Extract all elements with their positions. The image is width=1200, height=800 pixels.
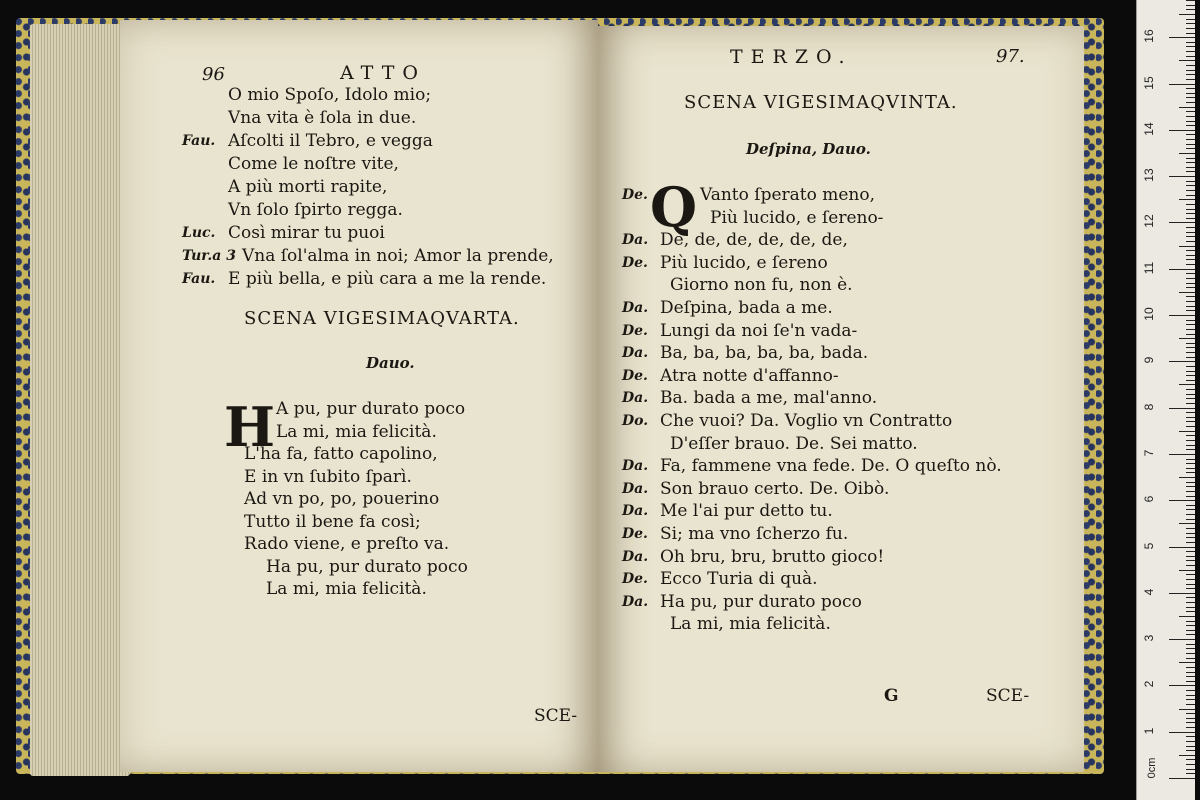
ruler-tick bbox=[1186, 463, 1195, 464]
ruler-tick bbox=[1186, 204, 1195, 205]
ruler-tick bbox=[1186, 51, 1195, 52]
ruler-tick bbox=[1186, 357, 1195, 358]
ruler-tick bbox=[1179, 199, 1195, 200]
dialogue-line: Più lucido, e ſereno bbox=[660, 252, 828, 273]
speaker-label: Fau. bbox=[182, 133, 216, 149]
ruler-tick bbox=[1186, 597, 1195, 598]
ruler-tick bbox=[1186, 713, 1195, 714]
ruler-tick bbox=[1186, 320, 1195, 321]
ruler-tick bbox=[1186, 125, 1195, 126]
ruler-tick bbox=[1186, 486, 1195, 487]
aria-line: A pu, pur durato poco bbox=[276, 399, 466, 419]
ruler-tick bbox=[1186, 403, 1195, 404]
ruler-tick bbox=[1186, 579, 1195, 580]
ruler-tick bbox=[1169, 315, 1195, 316]
left-scene-title: SCENA VIGESIMAQVARTA. bbox=[244, 308, 520, 329]
ruler-tick bbox=[1186, 750, 1195, 751]
left-running-head: ATTO bbox=[340, 62, 426, 84]
ruler-tick bbox=[1186, 621, 1195, 622]
ruler-tick bbox=[1186, 241, 1195, 242]
ruler-tick bbox=[1186, 426, 1195, 427]
ruler-tick bbox=[1186, 722, 1195, 723]
ruler-tick bbox=[1186, 371, 1195, 372]
ruler-tick bbox=[1186, 23, 1195, 24]
ruler-tick bbox=[1186, 773, 1195, 774]
ruler-tick bbox=[1186, 759, 1195, 760]
ruler-tick bbox=[1186, 394, 1195, 395]
ruler-tick bbox=[1186, 375, 1195, 376]
ruler-number: 13 bbox=[1142, 168, 1156, 182]
ruler-tick bbox=[1186, 435, 1195, 436]
ruler-tick bbox=[1186, 634, 1195, 635]
ruler-tick bbox=[1169, 84, 1195, 85]
ruler-tick bbox=[1186, 658, 1195, 659]
dialogue-line: D'eſſer brauo. De. Sei matto. bbox=[670, 433, 918, 454]
ruler-tick bbox=[1186, 769, 1195, 770]
ruler-unit-label: 0cm bbox=[1146, 757, 1158, 779]
ruler-tick bbox=[1186, 334, 1195, 335]
ruler-tick bbox=[1186, 764, 1195, 765]
dialogue-line: Giorno non fu, non è. bbox=[670, 275, 853, 296]
ruler-tick bbox=[1186, 111, 1195, 112]
ruler-tick bbox=[1186, 398, 1195, 399]
speaker-label: Da. bbox=[622, 345, 649, 362]
ruler-tick bbox=[1186, 421, 1195, 422]
speaker-label: Da. bbox=[622, 390, 649, 407]
ruler-tick bbox=[1186, 236, 1195, 237]
ruler-tick bbox=[1186, 727, 1195, 728]
ruler-number: 10 bbox=[1142, 307, 1156, 321]
ruler-tick bbox=[1186, 556, 1195, 557]
ruler-number: 9 bbox=[1142, 356, 1156, 364]
dialogue-line: Vna vita è ſola in due. bbox=[228, 108, 417, 128]
ruler-tick bbox=[1186, 514, 1195, 515]
ruler-tick bbox=[1186, 625, 1195, 626]
ruler-tick bbox=[1186, 167, 1195, 168]
ruler-tick bbox=[1186, 672, 1195, 673]
ruler-tick bbox=[1186, 264, 1195, 265]
ruler-tick bbox=[1186, 287, 1195, 288]
speaker-label: De. bbox=[622, 254, 648, 271]
dialogue-line: Aſcolti il Tebro, e vegga bbox=[228, 131, 433, 151]
ruler-number: 8 bbox=[1142, 403, 1156, 410]
ruler-number: 15 bbox=[1142, 75, 1156, 90]
dialogue-line: Che vuoi? Da. Voglio vn Contratto bbox=[660, 411, 953, 431]
ruler-tick bbox=[1186, 746, 1195, 747]
ruler-tick bbox=[1169, 778, 1195, 779]
ruler-tick bbox=[1186, 42, 1195, 43]
ruler-tick bbox=[1186, 74, 1195, 75]
speaker-label: Fau. bbox=[182, 271, 216, 287]
ruler-tick bbox=[1179, 431, 1195, 432]
ruler-tick bbox=[1186, 232, 1195, 233]
aria-line: Ha pu, pur durato poco bbox=[266, 556, 468, 577]
right-catchword: SCE- bbox=[986, 686, 1030, 706]
ruler-tick bbox=[1186, 139, 1195, 140]
dialogue-line: De, de, de, de, de, de, bbox=[660, 230, 848, 251]
left-page bbox=[120, 20, 598, 772]
speaker-label: De. bbox=[622, 571, 648, 588]
ruler-tick bbox=[1179, 384, 1195, 385]
ruler-tick bbox=[1186, 296, 1195, 297]
aria-line: L'ha fa, fatto capolino, bbox=[244, 444, 438, 464]
ruler-tick bbox=[1186, 611, 1195, 612]
ruler-tick bbox=[1186, 648, 1195, 649]
ruler-number: 3 bbox=[1142, 634, 1156, 642]
speaker-label: De. bbox=[622, 526, 648, 542]
dialogue-line: Ba. bada a me, mal'anno. bbox=[660, 388, 878, 409]
ruler-tick bbox=[1186, 533, 1195, 534]
ruler-tick bbox=[1179, 709, 1195, 710]
aria-line: Rado viene, e preſto va. bbox=[244, 534, 450, 554]
ruler-tick bbox=[1186, 542, 1195, 543]
ruler-tick bbox=[1186, 46, 1195, 47]
page-edges bbox=[30, 24, 130, 776]
measurement-ruler bbox=[1136, 0, 1195, 800]
right-drop-cap: Q bbox=[650, 175, 698, 239]
ruler-tick bbox=[1186, 255, 1195, 256]
ruler-tick bbox=[1169, 685, 1195, 686]
ruler-number: 4 bbox=[1142, 588, 1156, 596]
ruler-tick bbox=[1186, 412, 1195, 413]
ruler-tick bbox=[1186, 496, 1195, 497]
ruler-tick bbox=[1186, 171, 1195, 172]
ruler-tick bbox=[1186, 65, 1195, 66]
aria-line: La mi, mia felicità. bbox=[276, 421, 437, 442]
left-drop-cap: H bbox=[224, 395, 276, 459]
ruler-tick bbox=[1186, 310, 1195, 311]
ruler-tick bbox=[1186, 259, 1195, 260]
ruler-tick bbox=[1186, 213, 1195, 214]
ruler-tick bbox=[1186, 380, 1195, 381]
speaker-label: De. bbox=[622, 187, 648, 203]
dialogue-line: Son brauo certo. De. Oibò. bbox=[660, 478, 890, 499]
ruler-tick bbox=[1186, 736, 1195, 737]
speaker-label: Tur.a 3 bbox=[182, 248, 236, 264]
ruler-tick bbox=[1169, 269, 1195, 270]
ruler-tick bbox=[1186, 28, 1195, 29]
ruler-tick bbox=[1186, 162, 1195, 163]
speaker-label: Luc. bbox=[182, 225, 216, 241]
ruler-tick bbox=[1186, 134, 1195, 135]
ruler-tick bbox=[1186, 528, 1195, 529]
ruler-tick bbox=[1186, 607, 1195, 608]
ruler-tick bbox=[1186, 519, 1195, 520]
dialogue-line: E più bella, e più cara a me la rende. bbox=[228, 269, 547, 289]
ruler-tick bbox=[1186, 551, 1195, 552]
dialogue-line: Lungi da noi ſe'n vada- bbox=[660, 320, 858, 341]
ruler-tick bbox=[1186, 301, 1195, 302]
dialogue-line: Atra notte d'affanno- bbox=[660, 365, 839, 386]
dialogue-line: Ba, ba, ba, ba, ba, bada. bbox=[660, 343, 869, 364]
left-catchword: SCE- bbox=[534, 706, 578, 726]
ruler-tick bbox=[1186, 352, 1195, 353]
ruler-tick bbox=[1186, 70, 1195, 71]
ruler-tick bbox=[1179, 755, 1195, 756]
ruler-tick bbox=[1179, 662, 1195, 663]
aria-line: E in vn ſubito ſparì. bbox=[244, 466, 412, 487]
dialogue-line: Così mirar tu puoi bbox=[228, 223, 385, 243]
ruler-number: 11 bbox=[1142, 261, 1156, 274]
ruler-tick bbox=[1169, 454, 1195, 455]
ruler-tick bbox=[1186, 283, 1195, 284]
dialogue-line: A più morti rapite, bbox=[228, 177, 388, 197]
ruler-tick bbox=[1186, 695, 1195, 696]
dialogue-line: Si; ma vno ſcherzo fu. bbox=[660, 524, 849, 544]
ruler-number: 2 bbox=[1142, 681, 1156, 688]
ruler-tick bbox=[1186, 584, 1195, 585]
dialogue-line: Deſpina, bada a me. bbox=[660, 298, 833, 318]
ruler-tick bbox=[1186, 653, 1195, 654]
ruler-tick bbox=[1186, 97, 1195, 98]
speaker-label: De. bbox=[622, 322, 648, 339]
ruler-tick bbox=[1179, 338, 1195, 339]
ruler-tick bbox=[1186, 366, 1195, 367]
ruler-tick bbox=[1186, 704, 1195, 705]
right-page bbox=[598, 26, 1084, 772]
ruler-tick bbox=[1179, 292, 1195, 293]
ruler-tick bbox=[1179, 60, 1195, 61]
ruler-tick bbox=[1179, 523, 1195, 524]
ruler-tick bbox=[1169, 500, 1195, 501]
speaker-label: Da. bbox=[622, 232, 649, 249]
ruler-tick bbox=[1186, 537, 1195, 538]
ruler-tick bbox=[1186, 482, 1195, 483]
signature-mark: G bbox=[884, 686, 899, 706]
ruler-tick bbox=[1169, 732, 1195, 733]
ruler-tick bbox=[1179, 570, 1195, 571]
ruler-tick bbox=[1186, 329, 1195, 330]
ruler-tick bbox=[1186, 445, 1195, 446]
ruler-number: 16 bbox=[1142, 29, 1156, 43]
ruler-tick bbox=[1186, 144, 1195, 145]
ruler-tick bbox=[1169, 593, 1195, 594]
dialogue-line: Vanto ſperato meno, bbox=[700, 185, 876, 205]
aria-line: Tutto il bene fa così; bbox=[244, 511, 421, 532]
ruler-tick bbox=[1169, 547, 1195, 548]
ruler-tick bbox=[1179, 14, 1195, 15]
ruler-tick bbox=[1186, 324, 1195, 325]
ruler-tick bbox=[1186, 509, 1195, 510]
ruler-tick bbox=[1169, 37, 1195, 38]
ruler-tick bbox=[1186, 0, 1195, 1]
ruler-tick bbox=[1169, 222, 1195, 223]
ruler-tick bbox=[1186, 56, 1195, 57]
ruler-tick bbox=[1186, 273, 1195, 274]
ruler-tick bbox=[1186, 19, 1195, 20]
ruler-tick bbox=[1186, 148, 1195, 149]
ruler-tick bbox=[1186, 560, 1195, 561]
ruler-tick bbox=[1186, 681, 1195, 682]
dialogue-line: Come le noſtre vite, bbox=[228, 154, 399, 174]
ruler-tick bbox=[1169, 176, 1195, 177]
dialogue-line: Vn ſolo ſpirto regga. bbox=[228, 200, 403, 220]
ruler-tick bbox=[1169, 130, 1195, 131]
ruler-tick bbox=[1169, 639, 1195, 640]
right-running-head: TERZO. bbox=[730, 46, 853, 68]
ruler-tick bbox=[1186, 417, 1195, 418]
ruler-tick bbox=[1186, 389, 1195, 390]
ruler-number: 1 bbox=[1142, 727, 1156, 735]
ruler-tick bbox=[1179, 616, 1195, 617]
ruler-tick bbox=[1186, 209, 1195, 210]
ruler-tick bbox=[1186, 9, 1195, 10]
ruler-tick bbox=[1169, 361, 1195, 362]
ruler-tick bbox=[1186, 343, 1195, 344]
ruler-tick bbox=[1186, 699, 1195, 700]
ruler-tick bbox=[1186, 667, 1195, 668]
ruler-tick bbox=[1186, 306, 1195, 307]
speaker-label: Da. bbox=[622, 548, 649, 565]
speaker-label: De. bbox=[622, 367, 648, 384]
right-character-names: Deſpina, Dauo. bbox=[746, 140, 871, 158]
ruler-tick bbox=[1179, 107, 1195, 108]
left-page-number: 96 bbox=[202, 64, 225, 85]
ruler-tick bbox=[1186, 227, 1195, 228]
ruler-tick bbox=[1186, 440, 1195, 441]
aria-line: Ad vn po, po, pouerino bbox=[244, 489, 440, 509]
speaker-label: Da. bbox=[622, 300, 649, 316]
dialogue-line: Me l'ai pur detto tu. bbox=[660, 501, 833, 522]
right-scene-title: SCENA VIGESIMAQVINTA. bbox=[684, 92, 958, 113]
ruler-number: 14 bbox=[1142, 122, 1156, 136]
right-page-number: 97. bbox=[996, 46, 1025, 67]
ruler-tick bbox=[1186, 5, 1195, 6]
ruler-number: 6 bbox=[1142, 495, 1156, 503]
speaker-label: Do. bbox=[622, 413, 649, 429]
ruler-tick bbox=[1186, 602, 1195, 603]
speaker-label: Da. bbox=[622, 480, 649, 497]
ruler-tick bbox=[1186, 185, 1195, 186]
ruler-tick bbox=[1186, 690, 1195, 691]
ruler-tick bbox=[1186, 676, 1195, 677]
dialogue-line: Fa, fammene vna fede. De. O queſto nò. bbox=[660, 456, 1002, 477]
ruler-tick bbox=[1186, 574, 1195, 575]
ruler-tick bbox=[1186, 218, 1195, 219]
ruler-tick bbox=[1186, 79, 1195, 80]
speaker-label: Da. bbox=[622, 503, 649, 520]
ruler-tick bbox=[1186, 449, 1195, 450]
ruler-tick bbox=[1186, 505, 1195, 506]
dialogue-line: Più lucido, e ſereno- bbox=[710, 207, 884, 228]
ruler-tick bbox=[1186, 644, 1195, 645]
ruler-tick bbox=[1186, 102, 1195, 103]
ruler-tick bbox=[1186, 116, 1195, 117]
speaker-label: Da. bbox=[622, 593, 649, 610]
ruler-tick bbox=[1186, 181, 1195, 182]
dialogue-line: Oh bru, bru, brutto gioco! bbox=[660, 546, 885, 567]
ruler-tick bbox=[1186, 93, 1195, 94]
ruler-tick bbox=[1186, 33, 1195, 34]
ruler-tick bbox=[1186, 468, 1195, 469]
ruler-tick bbox=[1186, 158, 1195, 159]
ruler-tick bbox=[1186, 472, 1195, 473]
speaker-label: Da. bbox=[622, 458, 649, 475]
ruler-tick bbox=[1169, 408, 1195, 409]
aria-line: La mi, mia felicità. bbox=[266, 579, 427, 599]
dialogue-line: O mio Spoſo, Idolo mio; bbox=[228, 85, 432, 105]
ruler-tick bbox=[1179, 153, 1195, 154]
dialogue-line: Vna ſol'alma in noi; Amor la prende, bbox=[242, 246, 554, 266]
ruler-tick bbox=[1179, 246, 1195, 247]
ruler-tick bbox=[1186, 565, 1195, 566]
ruler-tick bbox=[1186, 491, 1195, 492]
dialogue-line: Ha pu, pur durato poco bbox=[660, 591, 862, 612]
ruler-tick bbox=[1186, 190, 1195, 191]
ruler-tick bbox=[1186, 459, 1195, 460]
ruler-tick bbox=[1186, 630, 1195, 631]
dialogue-line: La mi, mia felicità. bbox=[670, 614, 831, 635]
ruler-tick bbox=[1186, 741, 1195, 742]
ruler-tick bbox=[1179, 477, 1195, 478]
ruler-tick bbox=[1186, 718, 1195, 719]
ruler-tick bbox=[1186, 347, 1195, 348]
ruler-tick bbox=[1186, 278, 1195, 279]
dialogue-line: Ecco Turia di quà. bbox=[660, 569, 818, 590]
ruler-number: 5 bbox=[1142, 542, 1156, 549]
ruler-tick bbox=[1186, 88, 1195, 89]
ruler-tick bbox=[1186, 195, 1195, 196]
left-character-name: Dauo. bbox=[366, 354, 415, 372]
ruler-number: 7 bbox=[1142, 449, 1156, 457]
ruler-tick bbox=[1186, 250, 1195, 251]
ruler-number: 12 bbox=[1142, 214, 1156, 229]
ruler-tick bbox=[1186, 588, 1195, 589]
ruler-tick bbox=[1186, 121, 1195, 122]
